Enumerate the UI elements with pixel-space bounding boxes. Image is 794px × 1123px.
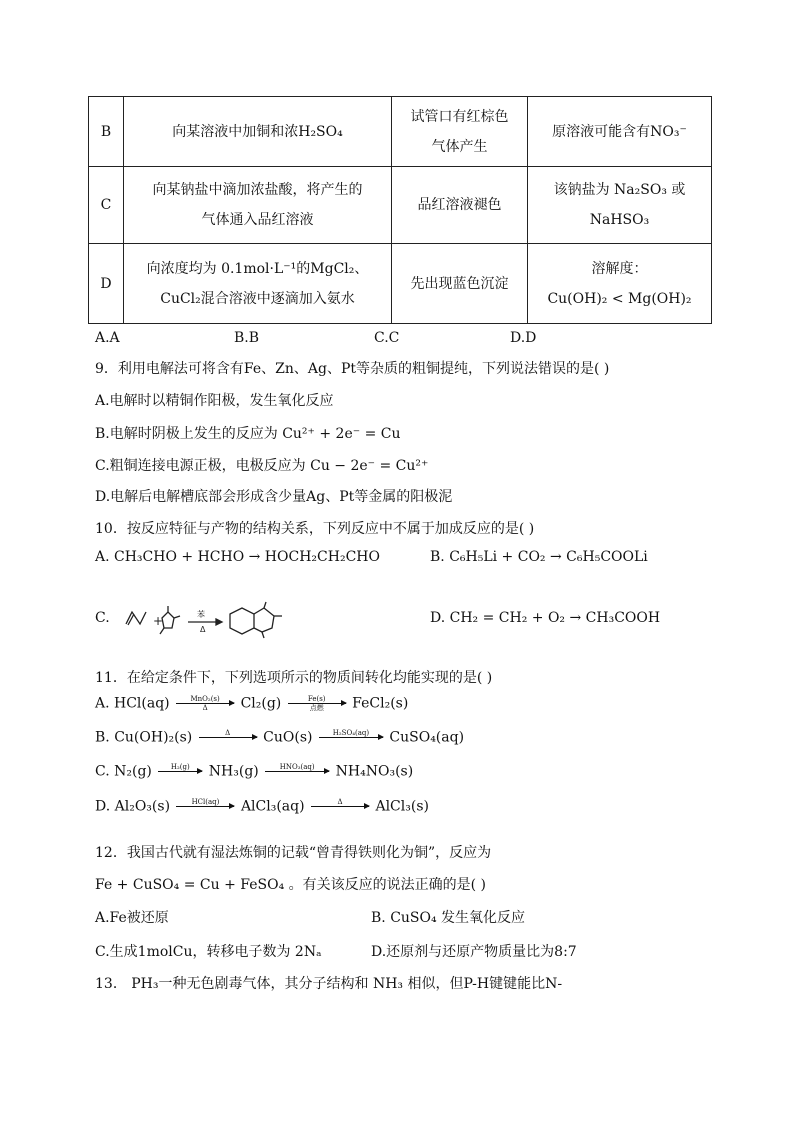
species: AlCl₃(aq) [240, 798, 305, 815]
arrow-condition: 点燃 [309, 704, 324, 712]
reaction-arrow-icon [158, 763, 202, 780]
q11-option-d[interactable] [95, 798, 429, 815]
q9-option-b[interactable]: B.电解时阴极上发生的反应为 Cu²⁺ + 2e⁻ = Cu [95, 426, 401, 442]
reaction-arrow-icon [319, 729, 383, 746]
q9-stem: 9．利用电解法可将含有Fe、Zn、Ag、Pt等杂质的粗铜提纯，下列说法错误的是( ) [95, 361, 610, 377]
operation-cell [124, 244, 392, 324]
reagent-label: 苯 [197, 610, 205, 619]
operation-cell [124, 167, 392, 244]
conclusion-line: 原溶液可能含有NO₃⁻ [552, 123, 687, 140]
q12-stem-line-2: Fe + CuSO₄ = Cu + FeSO₄ 。有关该反应的说法正确的是( ) [95, 877, 487, 893]
conclusion-cell [528, 244, 712, 324]
species: NH₄NO₃(s) [335, 763, 414, 780]
q10-option-a[interactable]: A. CH₃CHO + HCHO → HOCH₂CH₂CHO [95, 549, 380, 565]
arrow-reagent: H₂(g) [170, 763, 190, 771]
conclusion-line: Cu(OH)₂ < Mg(OH)₂ [547, 290, 692, 307]
q11-option-a[interactable] [95, 695, 408, 712]
q11-option-b[interactable] [95, 729, 464, 746]
reaction-arrow-icon [288, 695, 346, 712]
q9-option-d[interactable]: D.电解后电解槽底部会形成含少量Ag、Pt等金属的阳极泥 [95, 489, 453, 505]
operation-line: CuCl₂混合溶液中逐滴加入氨水 [160, 290, 355, 307]
q10-option-c-label[interactable]: C. [95, 610, 110, 626]
condition-label: Δ [200, 625, 206, 634]
arrow-reagent: HCl(aq) [191, 798, 220, 806]
q12-stem-line-1: 12．我国古代就有湿法炼铜的记载“曾青得铁则化为铜”，反应为 [95, 845, 492, 861]
phenomenon-line: 试管口有红棕色 [410, 108, 509, 125]
operation-line: 向浓度均为 0.1mol·L⁻¹的MgCl₂、 [146, 260, 369, 277]
q10-option-d[interactable]: D. CH₂ = CH₂ + O₂ → CH₃COOH [430, 610, 661, 626]
q13-stem: 13． PH₃一种无色剧毒气体，其分子结构和 NH₃ 相似，但P-H键键能比N- [95, 976, 563, 992]
q10-stem: 10．按反应特征与产物的结构关系，下列反应中不属于加成反应的是( ) [95, 521, 535, 537]
species: CuSO₄(aq) [389, 729, 465, 746]
arrow-reagent: Δ [337, 798, 343, 806]
table-row [89, 97, 712, 167]
arrow-reagent: MnO₂(s) [190, 695, 220, 703]
phenomenon-cell: 品红溶液褪色 [392, 167, 528, 244]
reaction-arrow-icon [311, 798, 369, 815]
species: D. Al₂O₃(s) [95, 798, 171, 815]
arrow-reagent: Fe(s) [307, 695, 326, 703]
reaction-arrow-icon [176, 695, 234, 712]
q12-option-d[interactable]: D.还原剂与还原产物质量比为8:7 [371, 944, 577, 960]
phenomenon-cell: 先出现蓝色沉淀 [392, 244, 528, 324]
arrow-condition: Δ [202, 704, 208, 712]
option-d[interactable]: D.D [510, 330, 537, 346]
species: A. HCl(aq) [95, 695, 170, 712]
species: Cl₂(g) [240, 695, 282, 712]
q12-option-b[interactable]: B. CuSO₄ 发生氧化反应 [371, 910, 526, 926]
option-b[interactable]: B.B [234, 330, 260, 346]
reaction-arrow-icon [199, 729, 257, 746]
conclusion-cell [528, 167, 712, 244]
svg-text:+: + [153, 614, 164, 628]
species: FeCl₂(s) [352, 695, 409, 712]
q12-option-c[interactable]: C.生成1molCu，转移电子数为 2Nₐ [95, 944, 322, 960]
q10-option-b[interactable]: B. C₆H₅Li + CO₂ → C₆H₅COOLi [430, 549, 648, 565]
experiment-table [88, 96, 712, 324]
reaction-arrow-icon [176, 798, 234, 815]
species: CuO(s) [263, 729, 313, 746]
reaction-arrow-icon [265, 763, 329, 780]
q9-option-c[interactable]: C.粗铜连接电源正极，电极反应为 Cu − 2e⁻ = Cu²⁺ [95, 458, 429, 474]
arrow-reagent: H₂SO₄(aq) [332, 729, 370, 737]
species: AlCl₃(s) [375, 798, 429, 815]
conclusion-line: NaHSO₃ [589, 212, 650, 228]
q9-option-a[interactable]: A.电解时以精铜作阳极，发生氧化反应 [95, 393, 334, 409]
conclusion-cell [528, 97, 712, 167]
arrow-reagent: Δ [225, 729, 231, 737]
operation-line: 向某钠盐中滴加浓盐酸，将产生的 [152, 182, 363, 198]
q11-option-c[interactable] [95, 763, 413, 780]
conclusion-line: 该钠盐为 Na₂SO₃ 或 [553, 182, 686, 198]
q11-stem: 11．在给定条件下，下列选项所示的物质间转化均能实现的是( ) [95, 670, 493, 686]
phenomenon-line: 气体产生 [431, 138, 488, 155]
operation-line: 气体通入品红溶液 [201, 212, 314, 228]
row-label: C [89, 167, 124, 244]
option-c[interactable]: C.C [374, 330, 400, 346]
diels-alder-reaction-icon [122, 598, 302, 644]
row-label: D [89, 244, 124, 324]
species: NH₃(g) [208, 763, 259, 780]
species: B. Cu(OH)₂(s) [95, 729, 193, 746]
phenomenon-cell [392, 97, 528, 167]
species: C. N₂(g) [95, 763, 152, 780]
q12-option-a[interactable]: A.Fe被还原 [95, 910, 169, 926]
table-row [89, 167, 712, 244]
option-a[interactable]: A.A [95, 330, 120, 346]
row-label: B [89, 97, 124, 167]
operation-cell: 向某溶液中加铜和浓H₂SO₄ [124, 97, 392, 167]
table-row [89, 244, 712, 324]
arrow-reagent: HNO₃(aq) [279, 763, 315, 771]
conclusion-line: 溶解度： [591, 260, 648, 277]
